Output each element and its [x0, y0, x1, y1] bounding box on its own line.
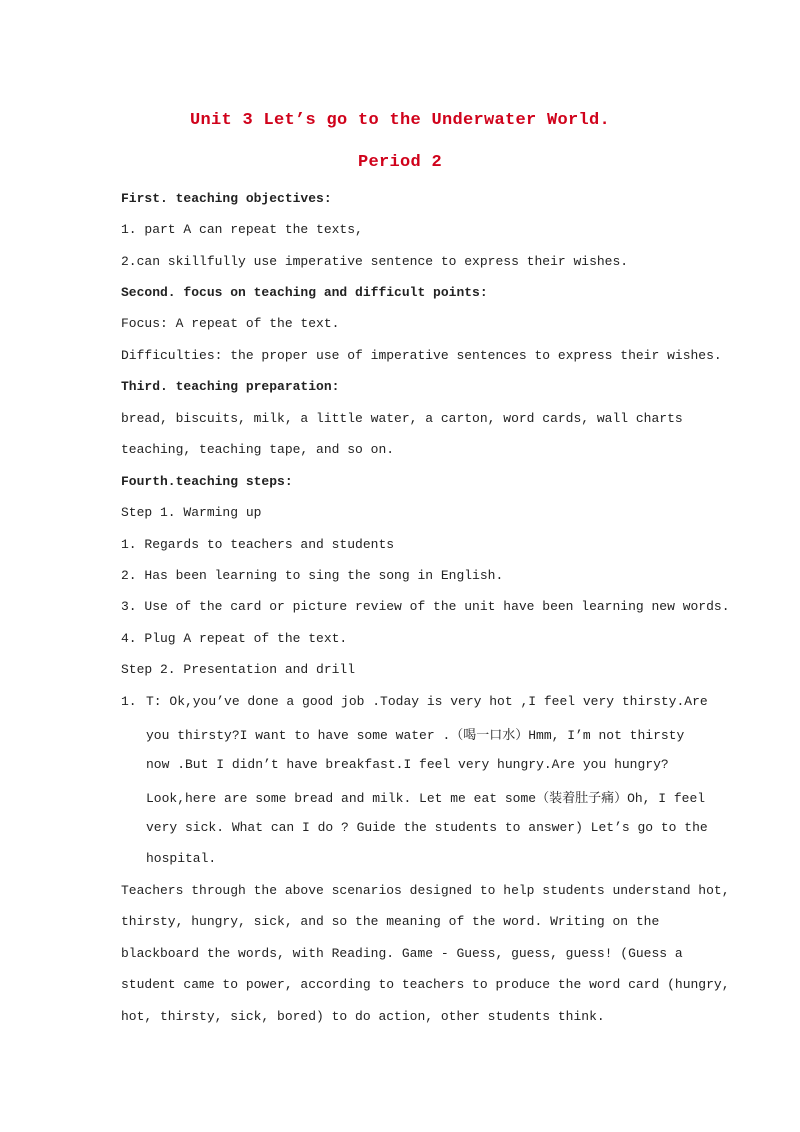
list-item: 2. Has been learning to sing the song in English. [121, 568, 504, 583]
text-line: Difficulties: the proper use of imperative sentences to express their wishes. [121, 348, 722, 363]
text-line: bread, biscuits, milk, a little water, a carton, word cards, wall charts [121, 411, 683, 426]
dialogue-line: hospital. [146, 851, 217, 866]
section-heading-preparation: Third. teaching preparation: [121, 379, 340, 394]
list-item: 4. Plug A repeat of the text. [121, 631, 348, 646]
step-heading: Step 2. Presentation and drill [121, 662, 356, 677]
section-heading-objectives: First. teaching objectives: [121, 191, 332, 206]
dialogue-number: 1. [121, 694, 137, 709]
document-subtitle: Period 2 [357, 153, 442, 172]
text-line: 2.can skillfully use imperative sentence to express their wishes. [121, 254, 629, 269]
paragraph-line: thirsty, hungry, sick, and so the meaning of the word. Writing on the [121, 914, 660, 929]
section-heading-focus: Second. focus on teaching and difficult points: [121, 285, 488, 300]
list-item: 1. Regards to teachers and students [121, 537, 395, 552]
list-item: 3. Use of the card or picture review of the unit have been learning new words. [121, 599, 730, 614]
paragraph-line: Teachers through the above scenarios designed to help students understand hot, [121, 883, 730, 898]
dialogue-line: very sick. What can I do ? Guide the students to answer) Let’s go to the [146, 820, 708, 835]
paragraph-line: hot, thirsty, sick, bored) to do action, other students think. [121, 1009, 605, 1024]
text-line: teaching, teaching tape, and so on. [121, 442, 395, 457]
step-heading: Step 1. Warming up [121, 505, 262, 520]
section-heading-steps: Fourth.teaching steps: [121, 474, 293, 489]
document-title: Unit 3 Let’s go to the Underwater World. [189, 111, 611, 130]
dialogue-line: now .But I didn’t have breakfast.I feel very hungry.Are you hungry? [146, 757, 669, 772]
paragraph-line: student came to power, according to teachers to produce the word card (hungry, [121, 977, 730, 992]
dialogue-line: you thirsty?I want to have some water .（喝一口水）Hmm, I’m not thirsty [146, 728, 685, 743]
dialogue-line: T: Ok,you’ve done a good job .Today is very hot ,I feel very thirsty.Are [146, 694, 708, 709]
dialogue-line: Look,here are some bread and milk. Let me eat some（装着肚子痛）Oh, I feel [146, 791, 706, 806]
text-line: Focus: A repeat of the text. [121, 316, 340, 331]
text-line: 1. part A can repeat the texts, [121, 222, 363, 237]
paragraph-line: blackboard the words, with Reading. Game - Guess, guess, guess! (Guess a [121, 946, 683, 961]
